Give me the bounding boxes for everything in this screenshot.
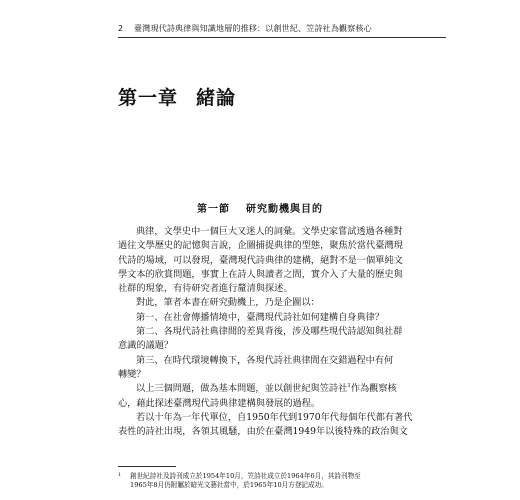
- body-text-segment: 以上三個問題，做為基本問題，並以創世紀與笠詩社: [136, 383, 348, 395]
- body-line: 轉變？: [118, 368, 146, 380]
- body-line: 第一、在社會傳播情境中，臺灣現代詩社如何建構自身典律？: [136, 311, 385, 323]
- chapter-title: 緒論: [196, 87, 237, 109]
- body-text-segment: 作為觀察核: [350, 383, 397, 395]
- footnote-number: 1: [118, 472, 122, 478]
- body-line: 代詩的場域，可以發現，臺灣現代詩典律的建構，絕對不是一個單純文: [118, 254, 403, 266]
- body-line: 對此，筆者本書在研究動機上，乃是企圖以：: [136, 297, 320, 309]
- body-text: [118, 225, 448, 439]
- body-line: 若以十年為一年代單位，自1950年代到1970年代每個年代都有著代: [136, 411, 413, 423]
- footnote: [118, 470, 450, 490]
- footnote-text: 創世紀詩社及詩刊成立於1954年10月，笠詩社成立於1964年6月，其詩刊物至: [130, 472, 361, 480]
- chapter-number: 第一章: [118, 87, 179, 109]
- running-header: [118, 24, 448, 34]
- body-line: 典律，文學史中一個巨大又迷人的詞彙。文學史家嘗試透過各種對: [136, 226, 403, 237]
- body-line: 過往文學歷史的記憶與言說，企圖捕捉典律的型態，聚焦於當代臺灣現: [118, 240, 403, 252]
- body-line: 第二、各現代詩社典律間的差異背後，涉及哪些現代詩認知與社群: [136, 326, 403, 338]
- body-line: [118, 382, 448, 396]
- footnote-line: 1965年8月仍附屬於暗光文藝社當中，於1965年10月方登記成功。: [130, 481, 328, 489]
- body-line: 第三、在時代環境轉換下，各現代詩社典律間在交錯過程中有何: [136, 354, 394, 366]
- running-title: 臺灣現代詩典律與知識地層的推移：以創世紀、笠詩社為觀察核心: [134, 24, 372, 33]
- section-title: 研究動機與目的: [246, 204, 323, 215]
- header-rule: [118, 37, 446, 38]
- body-line: 表性的詩社出現，各領其風騷，由於在臺灣1949年以後特殊的政治與文: [118, 426, 408, 438]
- body-line: 社群的現象，有待研究者進行釐清與探述。: [118, 283, 293, 295]
- section-heading: [0, 203, 520, 217]
- page-number: 2: [118, 24, 124, 33]
- footnote-rule: [118, 466, 176, 467]
- body-line: 心，藉此探述臺灣現代詩典律建構與發展的過程。: [118, 397, 321, 409]
- footnote-reference[interactable]: 1: [347, 383, 351, 390]
- chapter-heading: [118, 86, 236, 110]
- body-line: 學文本的欣賞問題，事實上在詩人與讀者之間，實介入了大量的歷史與: [118, 268, 403, 280]
- section-number: 第一節: [197, 204, 230, 215]
- body-line: 意識的議題？: [118, 340, 174, 352]
- footnote-line: [118, 470, 450, 480]
